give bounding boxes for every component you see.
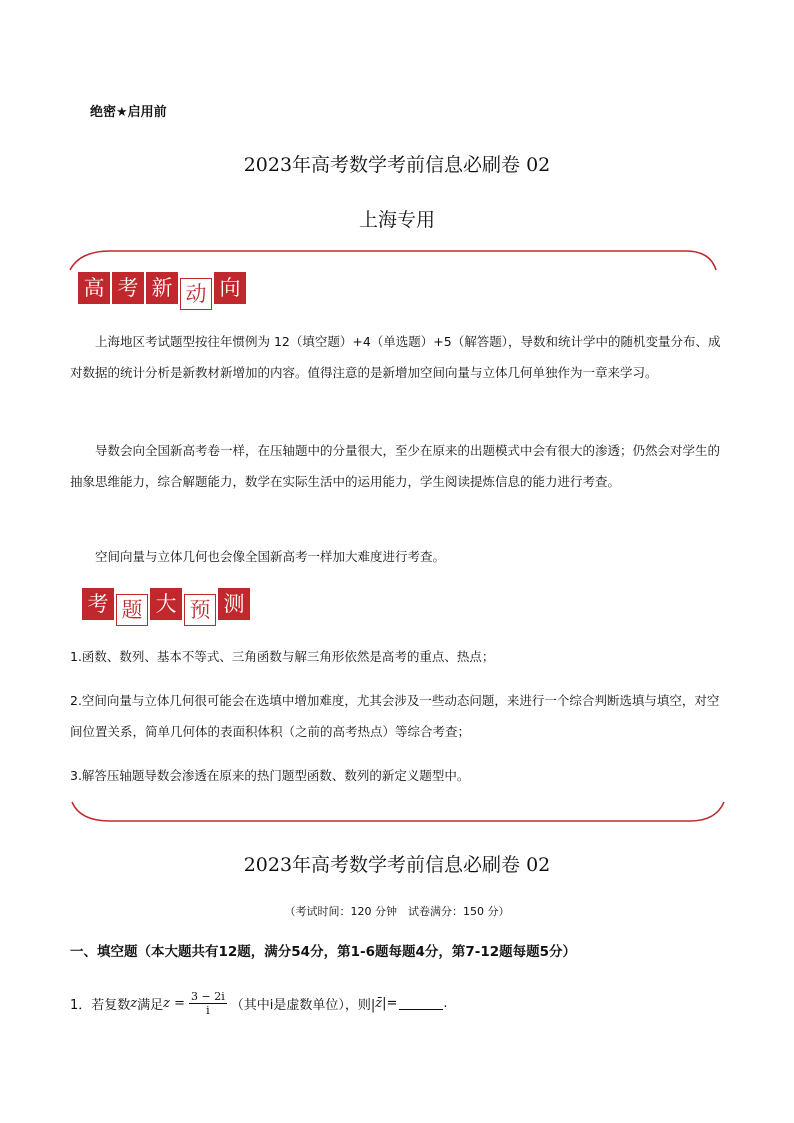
q1-suffix: （其中i是虚数单位），则| bbox=[230, 998, 376, 1013]
q1-period: . bbox=[443, 996, 448, 1011]
section-heading: 一、填空题（本大题共有12题，满分54分，第1-6题每题4分，第7-12题每题5分） bbox=[70, 944, 577, 960]
q1-prefix: 1．若复数 bbox=[70, 998, 131, 1013]
trend-paragraph-3: 空间向量与立体几何也会像全国新高考一样加大难度进行考查。 bbox=[95, 549, 446, 564]
badge-new-trends bbox=[78, 272, 248, 310]
badge-char: 预 bbox=[184, 594, 216, 626]
fraction-numerator: 3 − 2i bbox=[191, 990, 225, 1003]
q1-end: |= bbox=[382, 996, 398, 1011]
badge-char: 测 bbox=[218, 588, 250, 620]
badge-char: 新 bbox=[146, 272, 178, 304]
page-title: 2023年高考数学考前信息必刷卷 02 bbox=[243, 154, 551, 176]
trend-paragraph-2: 导数会向全国新高考卷一样，在压轴题中的分量很大，至少在原来的出题模式中会有很大的渗透；仍然会对学生的抽象思维能力，综合解题能力，数学在实际生活中的运用能力，学生阅读提炼信息的能力进行考查。 bbox=[70, 443, 721, 489]
badge-char: 动 bbox=[180, 278, 212, 310]
q1-fraction bbox=[189, 990, 227, 1017]
badge-char: 考 bbox=[82, 588, 114, 620]
exam-subtitle: （考试时间：120 分钟 试卷满分：150 分） bbox=[284, 905, 510, 918]
q1-conj: z̄ bbox=[375, 996, 383, 1011]
q1-mid: 满足 bbox=[137, 998, 164, 1013]
secret-label: 绝密★启用前 bbox=[90, 105, 167, 120]
badge-char: 向 bbox=[214, 272, 246, 304]
prediction-item-1: 1.函数、数列、基本不等式、三角函数与解三角形依然是高考的重点、热点； bbox=[70, 649, 495, 664]
question-1 bbox=[70, 990, 448, 1017]
q1-eq: z = bbox=[163, 996, 186, 1011]
prediction-item-3: 3.解答压轴题导数会渗透在原来的热门题型函数、数列的新定义题型中。 bbox=[70, 768, 470, 783]
prediction-item-2: 2.空间向量与立体几何很可能会在选填中增加难度，尤其会涉及一些动态问题，来进行一个综合判断选填与填空，对空间位置关系，简单几何体的表面积体积（之前的高考热点）等综合考查； bbox=[70, 693, 720, 739]
q1-var: z bbox=[130, 996, 138, 1011]
exam-title: 2023年高考数学考前信息必刷卷 02 bbox=[243, 854, 551, 876]
badge-char: 大 bbox=[150, 588, 182, 620]
badge-char: 考 bbox=[112, 272, 144, 304]
trend-paragraph-1: 上海地区考试题型按往年惯例为 12（填空题）+4（单选题）+5（解答题），导数和统计学中的随机变量分布、成对数据的统计分析是新教材新增加的内容。值得注意的是新增加空间向量与立体几何单独作为一章来学习。 bbox=[70, 334, 721, 380]
badge-char: 高 bbox=[78, 272, 110, 304]
badge-predictions bbox=[82, 588, 252, 626]
region-subtitle: 上海专用 bbox=[358, 209, 435, 231]
fraction-denominator: i bbox=[206, 1004, 210, 1017]
frame-bottom-arc bbox=[72, 802, 724, 821]
answer-blank[interactable] bbox=[399, 997, 443, 1010]
badge-char: 题 bbox=[116, 594, 148, 626]
frame-top-arc bbox=[70, 251, 716, 270]
